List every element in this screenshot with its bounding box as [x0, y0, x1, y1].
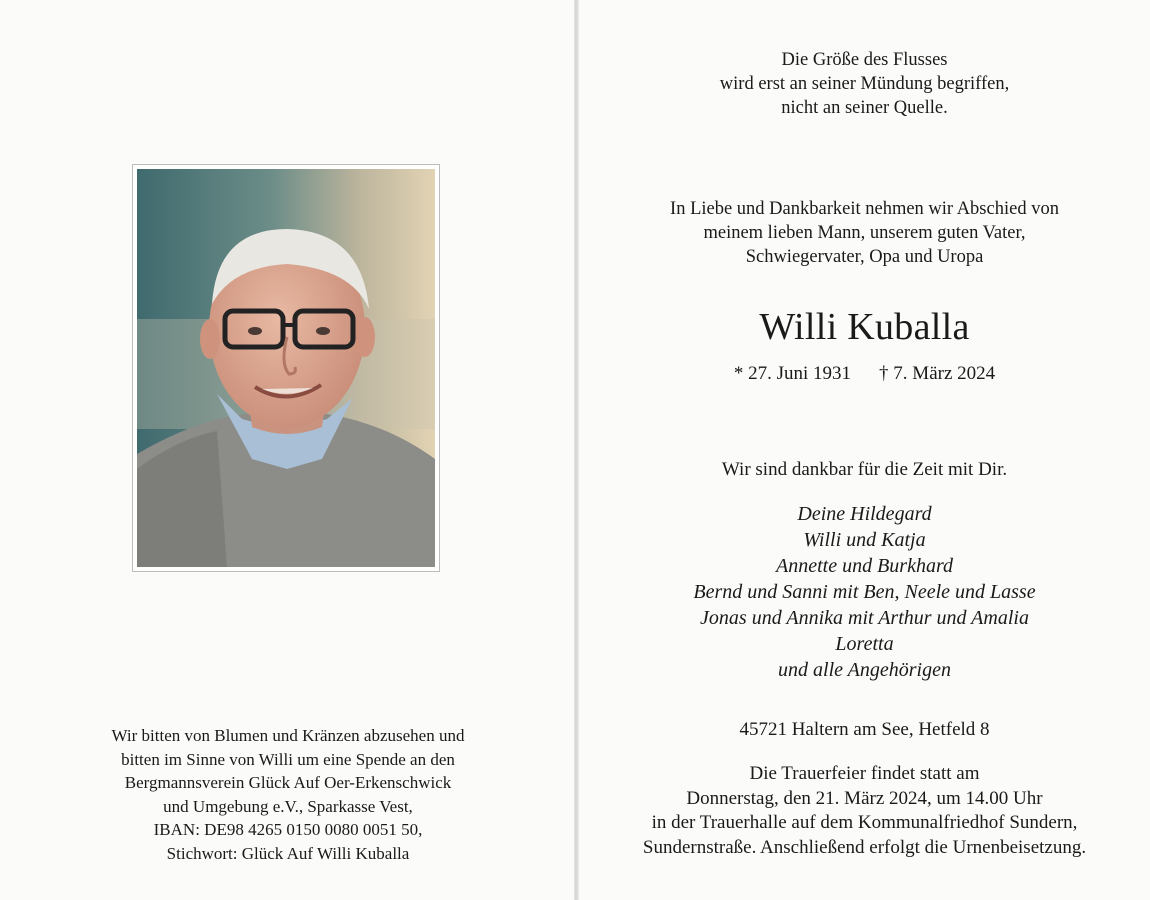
- donation-line: bitten im Sinne von Willi um eine Spende an den: [121, 749, 455, 769]
- family-line: Bernd und Sanni mit Ben, Neele und Lasse: [693, 581, 1036, 603]
- funeral-info: [579, 762, 1150, 860]
- family-line: und alle Angehörigen: [778, 659, 951, 681]
- family-line: Loretta: [835, 633, 894, 655]
- intro-line: In Liebe und Dankbarkeit nehmen wir Abschied von: [670, 199, 1059, 219]
- farewell-intro: [579, 197, 1150, 269]
- deceased-name: Willi Kuballa: [759, 306, 970, 348]
- donation-line: Stichwort: Glück Auf Willi Kuballa: [166, 843, 410, 863]
- intro-line: Schwiegervater, Opa und Uropa: [745, 247, 984, 267]
- portrait-photo: [137, 169, 435, 567]
- family-line: Willi und Katja: [803, 529, 926, 551]
- right-page: [579, 0, 1150, 900]
- birth-date: * 27. Juni 1931: [733, 363, 852, 384]
- life-dates: [579, 362, 1150, 386]
- quote-line: Die Größe des Flusses: [781, 50, 948, 70]
- family-list: [579, 501, 1150, 683]
- intro-line: meinem lieben Mann, unserem guten Vater,: [703, 223, 1026, 243]
- family-line: Annette und Burkhard: [775, 555, 953, 577]
- funeral-line: Sundernstraße. Anschließend erfolgt die Urnenbeisetzung.: [642, 836, 1087, 858]
- donation-line: Wir bitten von Blumen und Kränzen abzusehen und: [111, 726, 465, 745]
- quote: [579, 48, 1150, 120]
- donation-note: [40, 724, 536, 865]
- funeral-line: Die Trauerfeier findet statt am: [749, 763, 980, 784]
- family-line: Deine Hildegard: [797, 503, 932, 525]
- funeral-line: in der Trauerhalle auf dem Kommunalfriedhof Sundern,: [651, 812, 1078, 833]
- portrait-frame: [132, 164, 440, 572]
- donation-line: IBAN: DE98 4265 0150 0080 0051 50,: [153, 820, 423, 839]
- thanks-line: Wir sind dankbar für die Zeit mit Dir.: [721, 459, 1008, 480]
- quote-line: nicht an seiner Quelle.: [781, 98, 948, 118]
- donation-line: Bergmannsverein Glück Auf Oer-Erkenschwick: [124, 773, 452, 792]
- quote-line: wird erst an seiner Mündung begriffen,: [719, 74, 1010, 94]
- funeral-line: Donnerstag, den 21. März 2024, um 14.00 Uhr: [686, 787, 1043, 809]
- address: 45721 Haltern am See, Hetfeld 8: [739, 719, 990, 740]
- donation-line: und Umgebung e.V., Sparkasse Vest,: [163, 796, 413, 816]
- family-line: Jonas und Annika mit Arthur und Amalia: [700, 607, 1029, 629]
- portrait-illustration: [137, 169, 435, 567]
- death-date: † 7. März 2024: [879, 363, 996, 384]
